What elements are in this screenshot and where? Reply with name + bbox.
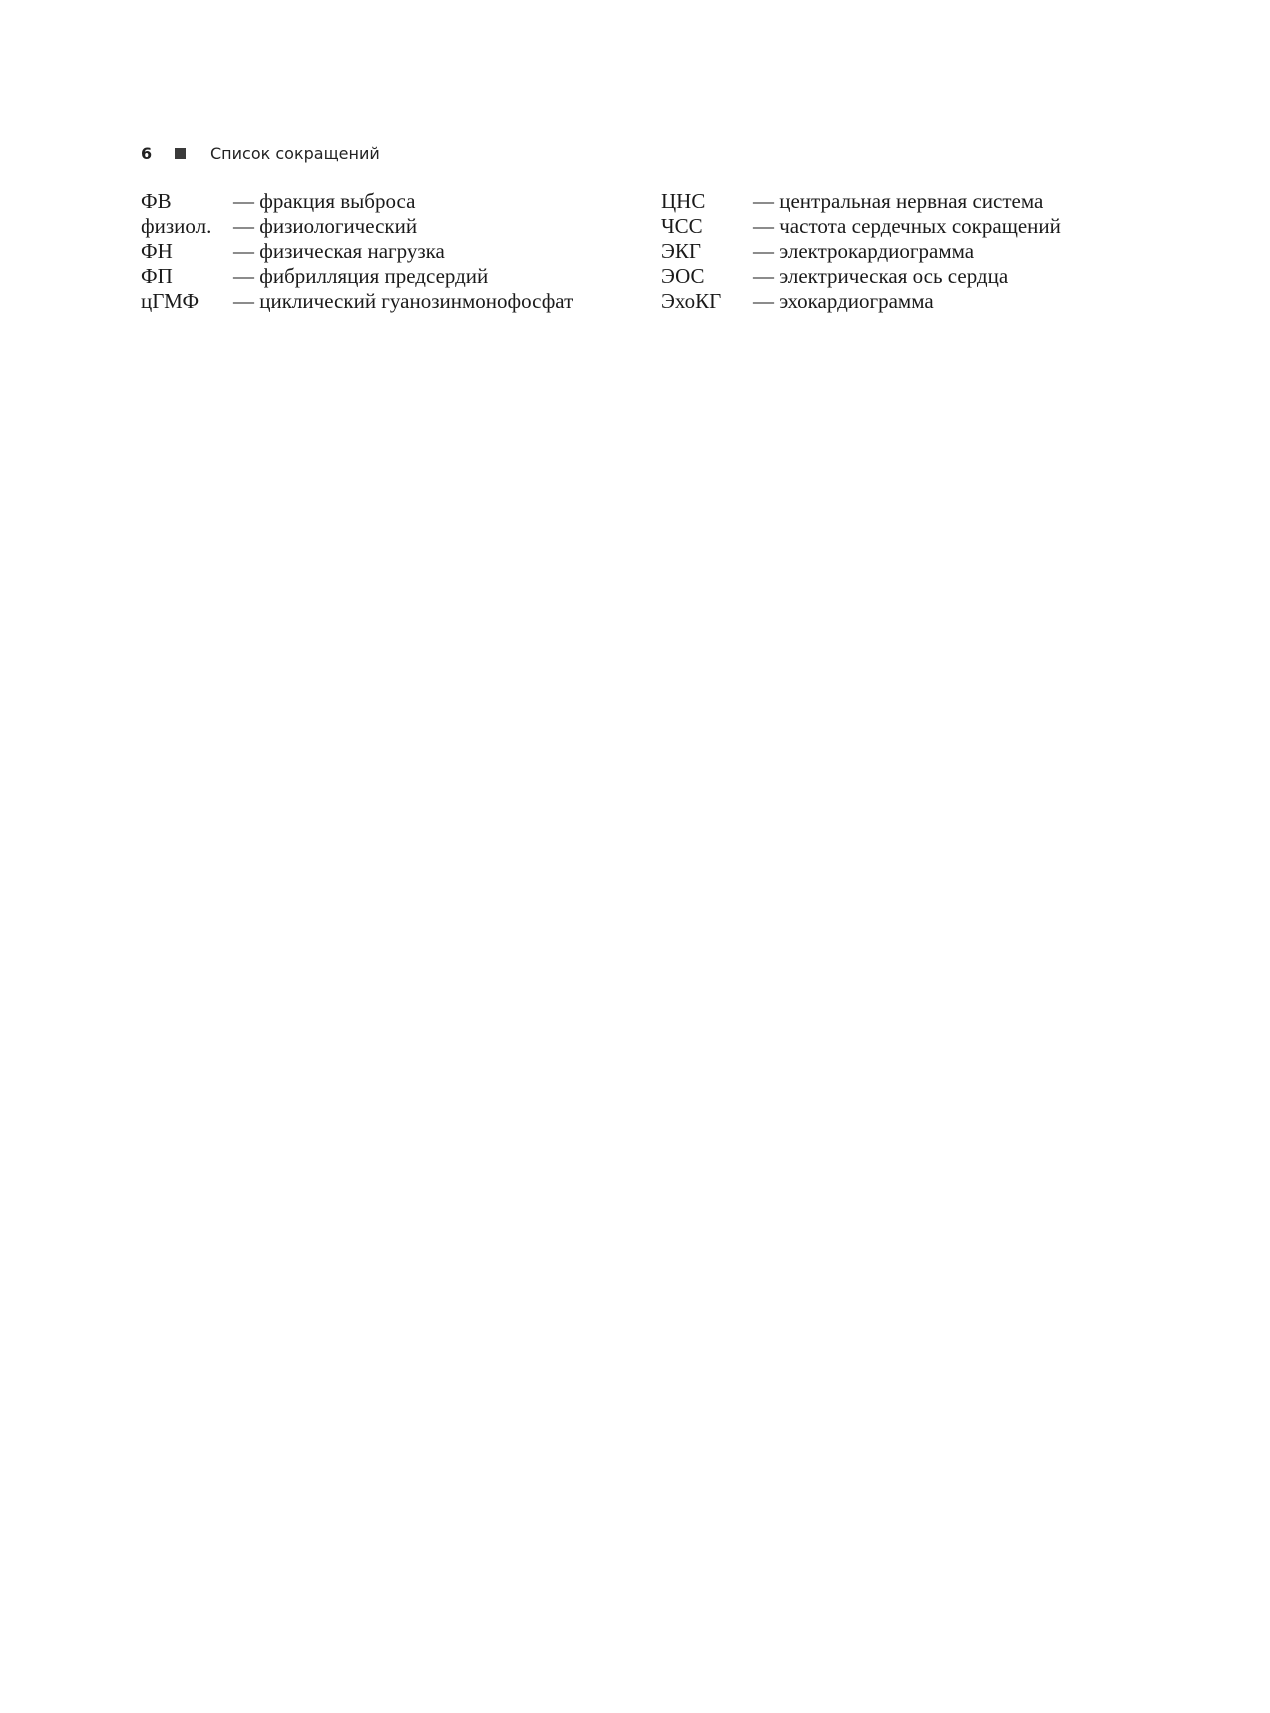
abbreviation-row: [141, 264, 573, 289]
abbreviation-definition: — эхокардиограмма: [753, 289, 934, 313]
abbreviation-term: ЦНС: [661, 189, 706, 213]
abbreviation-definition: — фракция выброса: [233, 189, 416, 213]
abbreviation-list-right: [661, 189, 1061, 314]
abbreviation-row: [661, 214, 1061, 239]
abbreviation-list-left: [141, 189, 573, 314]
square-bullet-icon: [175, 148, 186, 159]
abbreviation-row: [661, 289, 1061, 314]
abbreviation-term: ФП: [141, 264, 173, 288]
abbreviation-row: [141, 214, 573, 239]
abbreviation-term: ЧСС: [661, 214, 703, 238]
abbreviation-row: [661, 189, 1061, 214]
abbreviation-definition: — циклический гуанозинмонофосфат: [233, 289, 574, 313]
abbreviation-row: [661, 239, 1061, 264]
abbreviation-term: ЭОС: [661, 264, 705, 288]
abbreviation-term: ЭхоКГ: [661, 289, 722, 313]
abbreviation-row: [661, 264, 1061, 289]
page-number: 6: [141, 143, 153, 163]
abbreviation-definition: — фибрилляция предсердий: [233, 264, 489, 288]
abbreviation-definition: — электрокардиограмма: [753, 239, 975, 263]
abbreviation-row: [141, 239, 573, 264]
abbreviation-row: [141, 189, 573, 214]
abbreviation-term: ФВ: [141, 189, 172, 213]
abbreviation-definition: — физиологический: [233, 214, 418, 238]
section-title: Список сокращений: [210, 143, 380, 163]
abbreviation-definition: — физическая нагрузка: [233, 239, 445, 263]
abbreviation-term: ЭКГ: [661, 239, 702, 263]
abbreviation-definition: — центральная нервная система: [753, 189, 1044, 213]
abbreviation-definition: — частота сердечных сокращений: [753, 214, 1061, 238]
abbreviation-term: цГМФ: [141, 289, 200, 313]
abbreviation-term: ФН: [141, 239, 173, 263]
abbreviation-definition: — электрическая ось сердца: [753, 264, 1009, 288]
abbreviation-term: физиол.: [141, 214, 212, 238]
running-head: [141, 141, 380, 165]
abbreviation-row: [141, 289, 573, 314]
